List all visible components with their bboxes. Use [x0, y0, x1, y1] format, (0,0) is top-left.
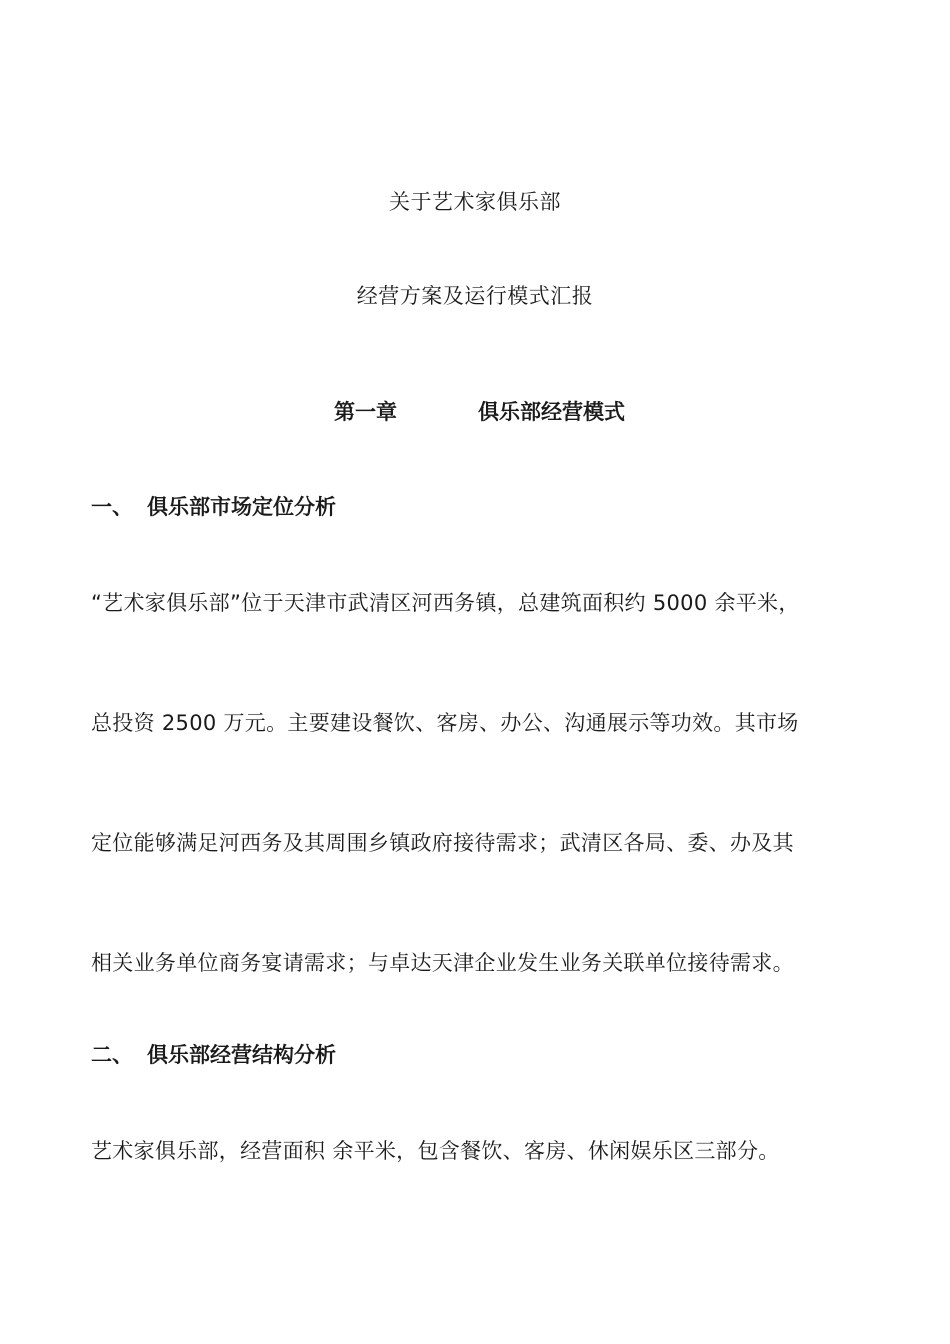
section-title: 俱乐部市场定位分析: [147, 495, 336, 519]
paragraph-line: 总投资 2500 万元。主要建设餐饮、客房、办公、沟通展示等功效。其市场: [91, 711, 799, 735]
document-title-line-1: 关于艺术家俱乐部: [389, 190, 561, 214]
chapter-number: 第一章: [334, 400, 397, 424]
paragraph-line: 艺术家俱乐部，经营面积 余平米，包含餐饮、客房、休闲娱乐区三部分。: [91, 1139, 780, 1163]
paragraph-line: “艺术家俱乐部”位于天津市武清区河西务镇，总建筑面积约 5000 余平米，: [91, 591, 800, 615]
section-number: 一、: [91, 495, 133, 519]
chapter-title: 俱乐部经营模式: [478, 400, 625, 424]
paragraph-line: 相关业务单位商务宴请需求；与卓达天津企业发生业务关联单位接待需求。: [91, 951, 794, 975]
section-heading-2: [91, 1039, 336, 1069]
section-title: 俱乐部经营结构分析: [147, 1043, 336, 1067]
document-title-line-2: 经营方案及运行模式汇报: [356, 284, 594, 308]
section-number: 二、: [91, 1043, 133, 1067]
paragraph-line: 定位能够满足河西务及其周围乡镇政府接待需求；武清区各局、委、办及其: [91, 831, 794, 855]
section-heading-1: [91, 491, 336, 521]
